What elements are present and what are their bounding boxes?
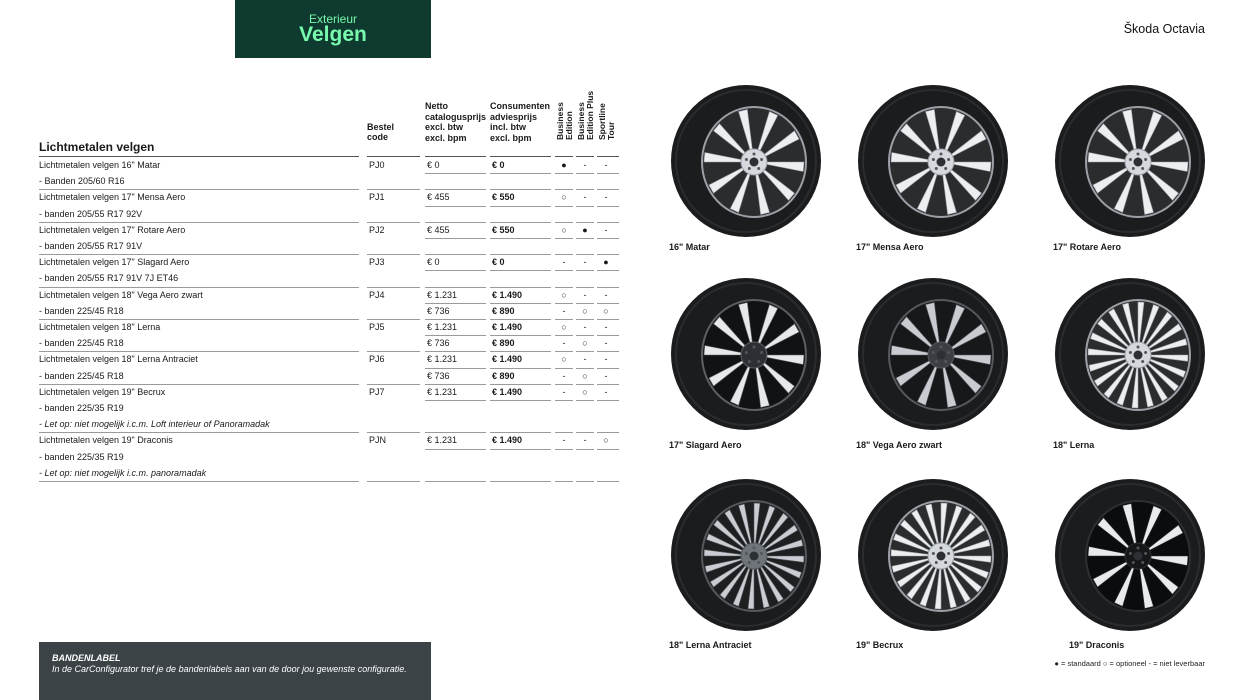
wheel-description: Lichtmetalen velgen 16" Matar (39, 160, 161, 170)
availability-mark: - (583, 192, 587, 203)
lug-nut (748, 561, 751, 564)
advice-price: € 890 (492, 305, 515, 316)
wheel-image (1053, 277, 1207, 431)
table-row (39, 287, 619, 303)
lug-nut (1141, 167, 1144, 170)
page-title: Velgen (299, 23, 367, 46)
availability-mark: ○ (582, 370, 588, 381)
col-header-business-edition-plus (577, 91, 595, 140)
lug-nut (935, 360, 938, 363)
lug-nut (947, 158, 950, 161)
advice-price: € 1.490 (492, 322, 523, 332)
col-header-net-line: catalogusprijs (425, 111, 487, 122)
skoda-logo-icon (937, 158, 946, 167)
col-header-advice-price (490, 101, 550, 143)
table-row (39, 449, 619, 465)
availability-mark: - (604, 386, 608, 397)
availability-mark: ○ (561, 224, 567, 235)
lug-nut (1144, 351, 1147, 354)
availability-mark: ○ (603, 305, 609, 316)
lug-nut (935, 561, 938, 564)
lug-nut (944, 561, 947, 564)
wheel-description: Lichtmetalen velgen 18" Lerna Antraciet (39, 354, 198, 365)
availability-mark: - (604, 224, 608, 235)
brand-name: Škoda Octavia (1123, 22, 1205, 36)
col-header-adv-line: excl. bpm (490, 132, 532, 143)
net-price: € 0 (427, 257, 440, 268)
col-header-code-line: Bestel (367, 122, 395, 132)
col-header-business-edition (556, 102, 574, 140)
table-divider (576, 481, 594, 482)
table-row (39, 335, 619, 351)
availability-mark: - (604, 338, 608, 349)
col-header-version-line: Sportline (597, 103, 607, 140)
wheel-description: - banden 225/45 R18 (39, 305, 124, 316)
wheel-label: 17" Slagard Aero (669, 440, 742, 450)
lug-nut (940, 547, 943, 550)
lug-nut (757, 167, 760, 170)
table-divider (367, 481, 420, 482)
wheel-image (856, 84, 1010, 238)
wheel-label: 19" Becrux (856, 640, 904, 650)
lug-nut (940, 346, 943, 349)
advice-price: € 550 (492, 224, 515, 235)
wheel-image (1053, 84, 1207, 238)
order-code: PJ1 (369, 192, 385, 203)
availability-mark: - (583, 257, 587, 268)
net-price: € 736 (427, 338, 450, 349)
availability-mark: - (583, 354, 587, 365)
availability-mark: ○ (561, 322, 567, 332)
availability-mark: - (583, 435, 587, 446)
availability-mark: - (604, 354, 608, 365)
wheel-description: - banden 225/45 R18 (39, 370, 124, 381)
wheel-description: - Let op: niet mogelijk i.c.m. panoramadak (39, 467, 207, 478)
net-price: € 0 (427, 160, 440, 170)
col-header-version-line: Tour (606, 121, 616, 140)
wheel-image (856, 277, 1010, 431)
availability-mark: ○ (582, 338, 588, 349)
lug-nut (1132, 360, 1135, 363)
table-title: Lichtmetalen velgen (39, 140, 155, 154)
availability-mark: ○ (561, 289, 567, 300)
wheel-description: - banden 225/35 R19 (39, 403, 124, 413)
order-code: PJ3 (369, 257, 385, 268)
tyre-label-text: In de CarConfigurator tref je de bandenlabels aan van de door jou gewenste configuratie. (52, 664, 407, 674)
lug-nut (748, 167, 751, 170)
table-row (39, 254, 619, 270)
availability-mark: - (562, 386, 566, 397)
table-row (39, 157, 619, 173)
availability-mark: ○ (582, 386, 588, 397)
col-header-sportline-tour (598, 103, 616, 140)
wheel-label: 17" Mensa Aero (856, 242, 924, 252)
lug-nut (1144, 552, 1147, 555)
skoda-logo-icon (1134, 552, 1143, 561)
lug-nut (1129, 158, 1132, 161)
availability-mark: ○ (603, 435, 609, 446)
wheel-image (1053, 478, 1207, 632)
lug-nut (753, 153, 756, 156)
lug-nut (745, 552, 748, 555)
col-header-net-line: Netto (425, 101, 448, 111)
lug-nut (932, 351, 935, 354)
availability-mark: - (604, 322, 608, 332)
wheel-description: - Let op: niet mogelijk i.c.m. Loft interieur of Panoramadak (39, 419, 270, 430)
table-row (39, 270, 619, 286)
net-price: € 1.231 (427, 386, 458, 397)
lug-nut (760, 552, 763, 555)
order-code: PJ2 (369, 224, 385, 235)
lug-nut (760, 351, 763, 354)
wheel-description: Lichtmetalen velgen 17" Mensa Aero (39, 192, 186, 203)
availability-mark: - (604, 289, 608, 300)
lug-nut (932, 552, 935, 555)
section-title-box (235, 0, 431, 58)
table-row (39, 351, 619, 367)
skoda-logo-icon (750, 552, 759, 561)
net-price: € 1.231 (427, 289, 458, 300)
availability-mark: - (583, 160, 587, 170)
skoda-logo-icon (937, 552, 946, 561)
skoda-logo-icon (1134, 351, 1143, 360)
lug-nut (947, 351, 950, 354)
col-header-version-line: Edition (564, 111, 574, 140)
col-header-code-line: code (367, 132, 389, 142)
net-price: € 736 (427, 305, 450, 316)
availability-mark: ○ (582, 305, 588, 316)
availability-mark: - (583, 289, 587, 300)
table-divider (490, 481, 551, 482)
lug-nut (1129, 552, 1132, 555)
tyre-label-note (39, 642, 431, 700)
skoda-logo-icon (750, 158, 759, 167)
availability-mark: ● (561, 160, 567, 170)
advice-price: € 890 (492, 370, 515, 381)
table-row (39, 222, 619, 238)
net-price: € 1.231 (427, 322, 458, 332)
wheel-description: Lichtmetalen velgen 18" Lerna (39, 322, 161, 332)
table-row (39, 465, 619, 481)
lug-nut (748, 360, 751, 363)
table-row (39, 303, 619, 319)
col-header-code (367, 122, 394, 142)
skoda-logo-icon (750, 351, 759, 360)
wheel-label: 19" Draconis (1069, 640, 1125, 650)
availability-mark: - (562, 338, 566, 349)
advice-price: € 0 (492, 160, 505, 170)
lug-nut (1144, 158, 1147, 161)
advice-price: € 890 (492, 338, 515, 349)
wheel-label: 17" Rotare Aero (1053, 242, 1121, 252)
table-row (39, 368, 619, 384)
availability-mark: ○ (561, 354, 567, 365)
advice-price: € 1.490 (492, 289, 523, 300)
advice-price: € 1.490 (492, 386, 523, 397)
wheel-label: 18" Lerna (1053, 440, 1095, 450)
table-row (39, 416, 619, 432)
wheel-description: - banden 205/55 R17 92V (39, 208, 143, 219)
lug-nut (1132, 167, 1135, 170)
lug-nut (745, 351, 748, 354)
col-header-net-line: excl. bpm (425, 132, 467, 143)
wheel-description: - banden 225/45 R18 (39, 338, 124, 349)
lug-nut (1137, 547, 1140, 550)
table-row (39, 432, 619, 448)
table-row (39, 319, 619, 335)
table-divider (597, 481, 619, 482)
availability-mark: ● (582, 224, 588, 235)
table-row (39, 206, 619, 222)
wheel-description: Lichtmetalen velgen 19" Draconis (39, 435, 173, 446)
wheel-description: Lichtmetalen velgen 18" Vega Aero zwart (39, 289, 203, 300)
net-price: € 455 (427, 192, 450, 203)
table-row (39, 384, 619, 400)
table-divider (425, 481, 486, 482)
availability-mark: - (604, 370, 608, 381)
wheel-description: - banden 225/35 R19 (39, 451, 124, 462)
col-header-version-line: Business (555, 102, 565, 140)
col-header-adv-line: Consumenten (490, 101, 551, 111)
table-divider (39, 481, 359, 482)
wheel-label: 16" Matar (669, 242, 710, 252)
col-header-adv-line: adviesprijs (490, 111, 538, 122)
wheel-description: - banden 205/55 R17 91V 7J ET46 (39, 273, 179, 284)
lug-nut (947, 552, 950, 555)
wheel-image (669, 277, 823, 431)
availability-mark: - (562, 370, 566, 381)
availability-mark: - (562, 305, 566, 316)
order-code: PJ5 (369, 322, 385, 332)
lug-nut (745, 158, 748, 161)
net-price: € 455 (427, 224, 450, 235)
col-header-net-line: excl. btw (425, 122, 464, 132)
col-header-version-line: Edition Plus (585, 90, 595, 140)
tyre-label-title: BANDENLABEL (52, 653, 121, 663)
wheel-description: Lichtmetalen velgen 17" Rotare Aero (39, 224, 186, 235)
lug-nut (753, 547, 756, 550)
net-price: € 1.231 (427, 354, 458, 365)
net-price: € 736 (427, 370, 450, 381)
availability-mark: ○ (561, 192, 567, 203)
table-row (39, 189, 619, 205)
lug-nut (1141, 360, 1144, 363)
order-code: PJN (369, 435, 387, 446)
wheel-label: 18" Vega Aero zwart (856, 440, 942, 450)
lug-nut (1129, 351, 1132, 354)
table-row (39, 400, 619, 416)
wheel-description: - banden 205/55 R17 91V (39, 241, 143, 251)
lug-nut (935, 167, 938, 170)
net-price: € 1.231 (427, 435, 458, 446)
lug-nut (760, 158, 763, 161)
col-header-adv-line: incl. btw (490, 122, 526, 132)
lug-nut (944, 360, 947, 363)
table-row (39, 173, 619, 189)
wheel-label: 18" Lerna Antraciet (669, 640, 752, 650)
order-code: PJ0 (369, 160, 385, 170)
lug-nut (1137, 153, 1140, 156)
lug-nut (1137, 346, 1140, 349)
lug-nut (757, 360, 760, 363)
wheel-description: Lichtmetalen velgen 17" Slagard Aero (39, 257, 190, 268)
lug-nut (932, 158, 935, 161)
lug-nut (757, 561, 760, 564)
availability-mark: - (583, 322, 587, 332)
order-code: PJ4 (369, 289, 385, 300)
wheel-description: - Banden 205/60 R16 (39, 176, 125, 187)
table-row (39, 238, 619, 254)
availability-mark: - (562, 257, 566, 268)
order-code: PJ7 (369, 386, 385, 397)
advice-price: € 1.490 (492, 435, 523, 446)
lug-nut (1132, 561, 1135, 564)
wheel-image (669, 84, 823, 238)
lug-nut (940, 153, 943, 156)
skoda-logo-icon (937, 351, 946, 360)
wheel-description: Lichtmetalen velgen 19" Becrux (39, 386, 166, 397)
lug-nut (1141, 561, 1144, 564)
col-header-net-price (425, 101, 486, 143)
table-divider (555, 481, 573, 482)
availability-mark: - (604, 192, 608, 203)
col-header-version-line: Business (576, 102, 586, 140)
skoda-logo-icon (1134, 158, 1143, 167)
order-code: PJ6 (369, 354, 385, 365)
section-subtitle: Exterieur (308, 12, 358, 26)
advice-price: € 0 (492, 257, 505, 268)
wheel-image (669, 478, 823, 632)
wheel-image (856, 478, 1010, 632)
legend: ● = standaard ○ = optioneel - = niet leverbaar (1054, 659, 1205, 668)
availability-mark: - (562, 435, 566, 446)
availability-mark: ● (603, 257, 609, 268)
advice-price: € 550 (492, 192, 515, 203)
lug-nut (944, 167, 947, 170)
availability-mark: - (604, 160, 608, 170)
lug-nut (753, 346, 756, 349)
advice-price: € 1.490 (492, 354, 523, 365)
